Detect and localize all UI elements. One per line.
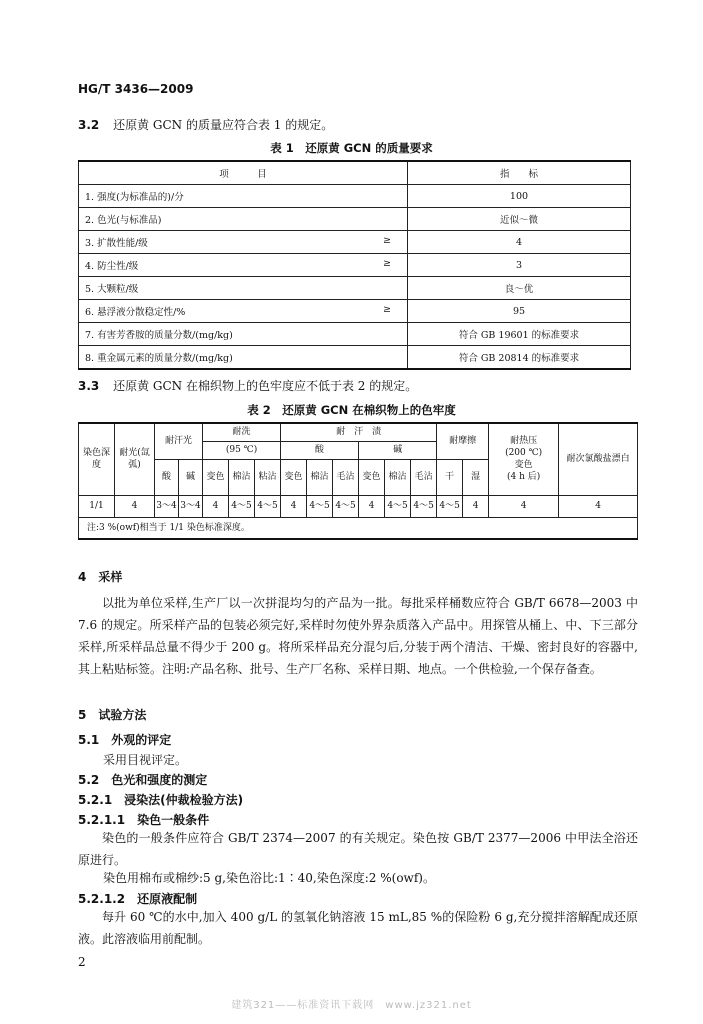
table-row: [79, 231, 631, 254]
h-acid: 酸: [281, 441, 359, 459]
h-heat-color: 变色: [514, 460, 533, 471]
section-text: 还原黄 GCN 在棉织物上的色牢度应不低于表 2 的规定。: [113, 379, 418, 393]
h-sweat-acid: 酸: [155, 459, 179, 495]
page-number: 2: [78, 955, 86, 969]
table-row: [79, 300, 631, 323]
h-chlorine: 耐次氯酸盐漂白: [559, 423, 638, 495]
table-row: [79, 185, 631, 208]
row-item-text: 6. 悬浮液分散稳定性/%: [85, 307, 186, 318]
h-alkali: 碱: [359, 441, 437, 459]
row-item: [79, 300, 408, 323]
table-cell: 4: [559, 495, 638, 517]
row-value: 100: [408, 185, 631, 208]
section-4-heading: 4 采样: [78, 570, 123, 584]
table-cell: 4～5: [411, 495, 437, 517]
h-perspiration: 耐 汗 渍: [281, 423, 437, 441]
row-value: 良～优: [408, 277, 631, 300]
row-item: [79, 323, 408, 346]
h-rub-dry: 干: [437, 459, 463, 495]
h-sweat-alkali: 碱: [179, 459, 203, 495]
table-cell: 4: [463, 495, 489, 517]
row-item-text: 5. 大颗粒/级: [85, 284, 139, 295]
table2-note: 注:3 %(owf)相当于 1/1 染色标准深度。: [79, 517, 638, 539]
table-cell: 4: [489, 495, 559, 517]
table-row: [79, 208, 631, 231]
section-5-2-1-2-heading: 5.2.1.2 还原液配制: [78, 892, 198, 906]
section-5-2-1-1-conditions: 染色用棉布或棉纱:5 g,染色浴比:1∶40,染色深度:2 %(owf)。: [103, 871, 435, 885]
section-number: 3.3: [78, 379, 100, 393]
table-cell: 4: [281, 495, 307, 517]
section-5-2-1-1-paragraph: 染色的一般条件应符合 GB/T 2374—2007 的有关规定。染色按 GB/T 2377—2006 中甲法全浴还原进行。: [78, 831, 638, 867]
quality-table: [78, 160, 631, 370]
section-number: 3.2: [78, 118, 100, 132]
h-wash: 耐洗: [203, 423, 281, 441]
h-light: 耐光(氙弧): [115, 423, 155, 495]
h-wash-change: 变色: [203, 459, 229, 495]
row-value: 近似～微: [408, 208, 631, 231]
table-cell: 4: [359, 495, 385, 517]
h-alk-cotton: 棉沾: [385, 459, 411, 495]
row-item: [79, 277, 408, 300]
table-cell: 4～5: [333, 495, 359, 517]
row-item-text: 7. 有害芳香胺的质量分数/(mg/kg): [85, 330, 233, 341]
h-sweat-light: 耐汗光: [155, 423, 203, 459]
section-5-1-heading: 5.1 外观的评定: [78, 733, 172, 747]
h-alk-change: 变色: [359, 459, 385, 495]
table-row: [79, 277, 631, 300]
row-item-text: 8. 重金属元素的质量分数/(mg/kg): [85, 353, 233, 364]
h-acid-cotton: 棉沾: [307, 459, 333, 495]
header-value: 指 标: [408, 161, 631, 185]
row-item-text: 2. 色光(与标准品): [85, 215, 162, 226]
table-cell: 4: [115, 495, 155, 517]
h-heat: [489, 423, 559, 495]
h-alk-wool: 毛沾: [411, 459, 437, 495]
row-item-text: 3. 扩散性能/级: [85, 238, 148, 249]
row-item: [79, 231, 408, 254]
table-cell: 4～5: [307, 495, 333, 517]
row-value: 95: [408, 300, 631, 323]
h-wash-temp: (95 ℃): [203, 441, 281, 459]
h-rub: 耐摩擦: [437, 423, 489, 459]
table-cell: 4～5: [437, 495, 463, 517]
table-header-row: [79, 161, 631, 185]
table2-caption: 表 2 还原黄 GCN 在棉织物上的色牢度: [247, 403, 456, 417]
h-rub-wet: 湿: [463, 459, 489, 495]
table-row: [79, 495, 638, 517]
section-5-2-1-1-heading: 5.2.1.1 染色一般条件: [78, 813, 210, 827]
table-cell: 1/1: [79, 495, 115, 517]
section-text: 还原黄 GCN 的质量应符合表 1 的规定。: [113, 118, 334, 132]
row-item: [79, 346, 408, 370]
row-item: [79, 254, 408, 277]
row-value: 4: [408, 231, 631, 254]
fastness-table: [78, 422, 638, 540]
h-acid-wool: 毛沾: [333, 459, 359, 495]
standard-code: HG/T 3436—2009: [78, 82, 194, 96]
h-wash-cotton: 棉沾: [229, 459, 255, 495]
row-item: [79, 208, 408, 231]
row-value: 符合 GB 20814 的标准要求: [408, 346, 631, 370]
h-heat-temp: (200 ℃): [505, 448, 543, 459]
section-3-2: [78, 116, 333, 133]
row-value: 符合 GB 19601 的标准要求: [408, 323, 631, 346]
h-heat-title: 耐热压: [510, 436, 538, 447]
ge-symbol: ≥: [383, 235, 391, 246]
section-5-heading: 5 试验方法: [78, 708, 147, 722]
ge-symbol: ≥: [383, 304, 391, 315]
row-item-text: 4. 防尘性/级: [85, 261, 139, 272]
table1-caption: 表 1 还原黄 GCN 的质量要求: [270, 141, 433, 155]
footer-watermark: 建筑321——标准资讯下载网 www.jz321.net: [231, 1000, 472, 1011]
table-cell: 4～5: [255, 495, 281, 517]
table-row: [79, 323, 631, 346]
h-acid-change: 变色: [281, 459, 307, 495]
table-cell: 3～4: [179, 495, 203, 517]
section-5-2-heading: 5.2 色光和强度的测定: [78, 773, 208, 787]
section-5-2-1-2-paragraph: 每升 60 ℃的水中,加入 400 g/L 的氢氧化钠溶液 15 mL,85 %的保险粉 6 g,充分搅拌溶解配成还原液。此溶液临用前配制。: [78, 910, 638, 946]
table-row: [79, 346, 631, 370]
section-5-2-1-heading: 5.2.1 浸染法(仲裁检验方法): [78, 793, 244, 807]
table-cell: 3～4: [155, 495, 179, 517]
ge-symbol: ≥: [383, 258, 391, 269]
h-wash-stick: 粘沾: [255, 459, 281, 495]
section-5-1-text: 采用目视评定。: [103, 753, 188, 767]
table-cell: 4～5: [229, 495, 255, 517]
h-heat-time: (4 h 后): [507, 472, 541, 483]
section-3-3: [78, 377, 417, 394]
header-item: 项 目: [79, 161, 408, 185]
row-value: 3: [408, 254, 631, 277]
table-cell: 4: [203, 495, 229, 517]
table-cell: 4～5: [385, 495, 411, 517]
table-row: [79, 254, 631, 277]
h-depth: 染色深度: [79, 423, 115, 495]
section-4-paragraph: 以批为单位采样,生产厂以一次拼混均匀的产品为一批。每批采样桶数应符合 GB/T 6678—2003 中 7.6 的规定。所采样产品的包装必须完好,采样时勿使外界杂质落入产品中。用探管从桶上、中、下三部分采样,所采样品总量不得少于 200 g。将所采样品充分混匀后,分装于两个清洁、干燥、密封良好的容器中,其上粘贴标签。注明:产品名称、批号、生产厂名称、采样日期、地点。一个供检验,一个保存备查。: [78, 596, 638, 676]
row-item: [79, 185, 408, 208]
row-item-text: 1. 强度(为标准品的)/分: [85, 192, 184, 203]
